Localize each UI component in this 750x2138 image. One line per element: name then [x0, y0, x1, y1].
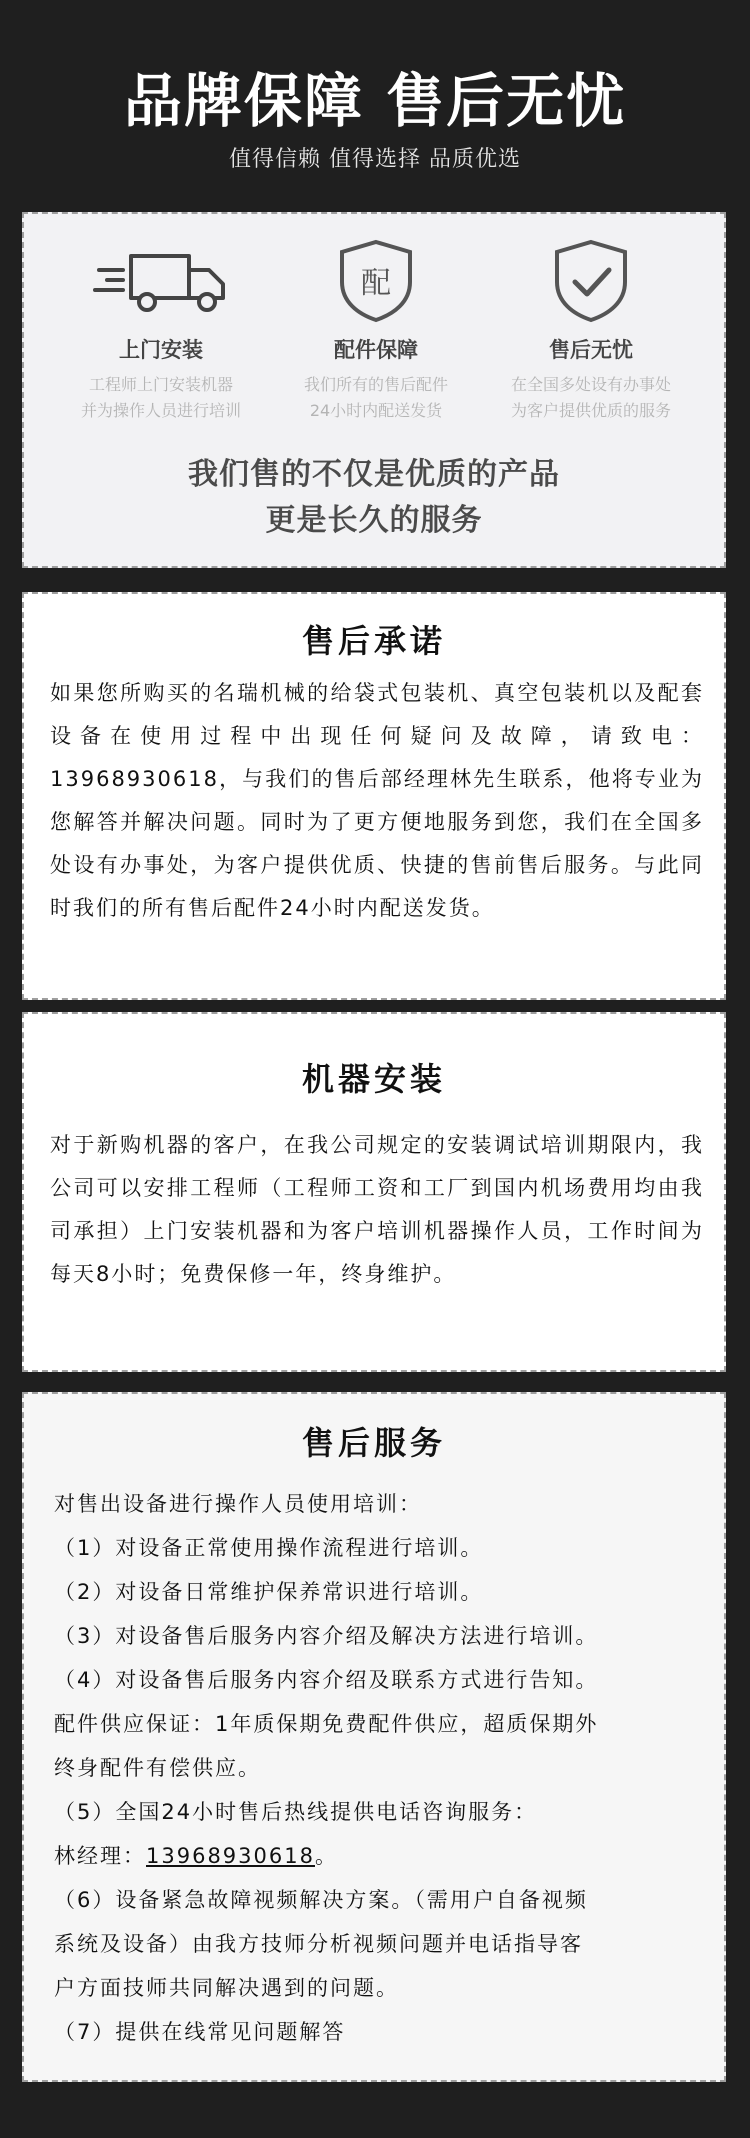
contact-label: 林经理： — [54, 1844, 146, 1868]
feature-desc-line: 为客户提供优质的服务 — [510, 401, 671, 420]
service-card — [22, 1392, 726, 2082]
list-item: （1）对设备正常使用操作流程进行培训。 — [54, 1536, 484, 1560]
slogan — [24, 452, 724, 544]
promise-card — [22, 592, 726, 1000]
svg-text:配: 配 — [361, 266, 391, 301]
feature-install — [46, 236, 276, 424]
section-title: 机器安装 — [301, 1060, 446, 1098]
page-title: 品牌保障 售后无忧 — [123, 67, 627, 135]
list-item: （6）设备紧急故障视频解决方案。（需用户自备视频 — [54, 1888, 588, 1912]
list-item: （5）全国24小时售后热线提供电话咨询服务： — [54, 1800, 538, 1824]
feature-desc — [46, 372, 276, 424]
service-list — [54, 1482, 702, 2054]
list-item: 系统及设备）由我方技师分析视频问题并电话指导客 — [54, 1932, 583, 1956]
contact-line — [54, 1834, 702, 1878]
list-item: 户方面技师共同解决遇到的问题。 — [54, 1976, 399, 2000]
list-item: （3）对设备售后服务内容介绍及解决方法进行培训。 — [54, 1624, 599, 1648]
section-text: 对于新购机器的客户，在我公司规定的安装调试培训期限内，我公司可以安排工程师（工程师工资和工厂到国内机场费用均由我司承担）上门安装机器和为客户培训机器操作人员，工作时间为每天8小时；免费保修一年，终身维护。 — [50, 1133, 704, 1286]
features-card — [22, 212, 726, 568]
page-subtitle: 值得信赖 值得选择 品质优选 — [229, 147, 521, 172]
list-item: 配件供应保证：1年质保期免费配件供应，超质保期外 — [54, 1712, 599, 1736]
section-text: 如果您所购买的名瑞机械的给袋式包装机、真空包装机以及配套设备在使用过程中出现任何疑问及故障，请致电：13968930618，与我们的售后部经理林先生联系，他将专业为您解答并解决问题。同时为了更方便地服务到您，我们在全国多处设有办事处，为客户提供优质、快捷的售前售后服务。与此同时我们的所有售后配件24小时内配送发货。 — [50, 681, 704, 920]
truck-icon — [46, 236, 276, 326]
feature-title: 配件保障 — [334, 338, 418, 362]
feature-title: 上门安装 — [119, 338, 203, 362]
phone-link[interactable]: 13968930618 — [146, 1844, 315, 1868]
feature-title: 售后无忧 — [549, 338, 633, 362]
feature-parts — [261, 236, 491, 424]
install-card — [22, 1012, 726, 1372]
feature-desc-line: 我们所有的售后配件 — [303, 375, 448, 394]
list-item: 对售出设备进行操作人员使用培训： — [54, 1492, 422, 1516]
list-item: （2）对设备日常维护保养常识进行培训。 — [54, 1580, 484, 1604]
feature-aftersale — [476, 236, 706, 424]
list-item: （7）提供在线常见问题解答 — [54, 2020, 346, 2044]
header — [0, 0, 750, 190]
feature-desc — [261, 372, 491, 424]
section-title: 售后承诺 — [301, 622, 446, 660]
list-item: （4）对设备售后服务内容介绍及联系方式进行告知。 — [54, 1668, 599, 1692]
feature-desc-line: 并为操作人员进行培训 — [80, 401, 241, 420]
feature-desc-line: 工程师上门安装机器 — [88, 375, 233, 394]
shield-pei-icon — [261, 236, 491, 326]
feature-desc-line: 在全国多处设有办事处 — [510, 375, 671, 394]
list-item: 终身配件有偿供应。 — [54, 1756, 261, 1780]
contact-end: 。 — [314, 1844, 338, 1868]
shield-check-icon — [476, 236, 706, 326]
feature-desc-line: 24小时内配送发货 — [309, 401, 443, 420]
slogan-line: 更是长久的服务 — [265, 503, 483, 538]
feature-desc — [476, 372, 706, 424]
section-title: 售后服务 — [301, 1424, 446, 1462]
slogan-line: 我们售的不仅是优质的产品 — [188, 457, 560, 492]
